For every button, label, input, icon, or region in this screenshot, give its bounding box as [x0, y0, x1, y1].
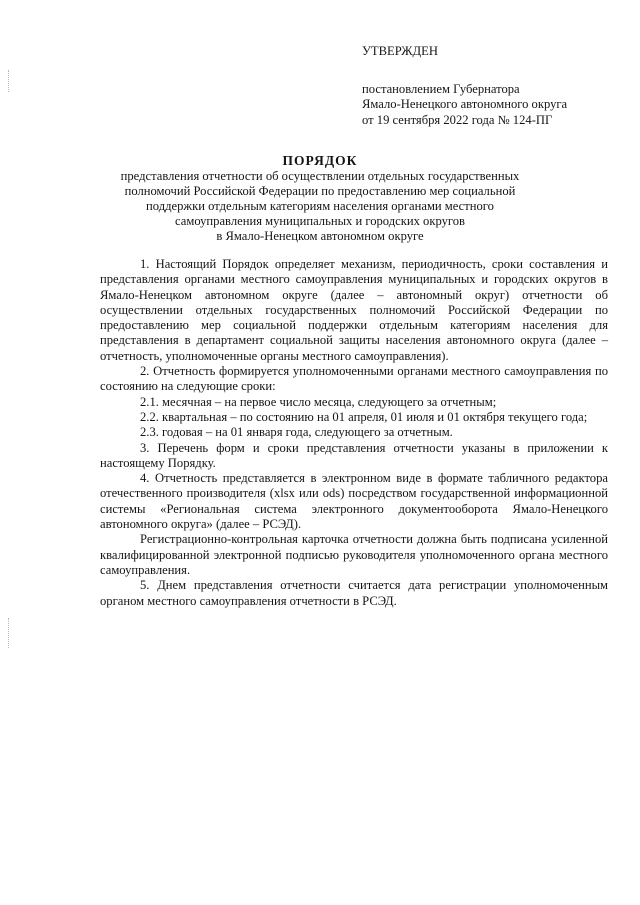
paragraph-3: 3. Перечень форм и сроки представления отчетности указаны в приложении к настоящему Порядку.: [100, 440, 608, 470]
document-body: [100, 257, 608, 609]
subtitle-line: самоуправления муниципальных и городских округов: [175, 214, 465, 228]
subtitle-line: в Ямало-Ненецком автономном округе: [216, 229, 424, 243]
paragraph-4: 4. Отчетность представляется в электронном виде в формате табличного редактора отечественного производителя (xlsx или ods) посредством государственной информационной системы «Региональная система электронного документооборота Ямало-Ненецкого автономного округа» (далее – РСЭД).: [100, 471, 608, 532]
paragraph-2-2: 2.2. квартальная – по состоянию на 01 апреля, 01 июля и 01 октября текущего года;: [140, 409, 588, 424]
paragraph-2-1: 2.1. месячная – на первое число месяца, следующего за отчетным;: [140, 394, 497, 409]
margin-scan-mark: [8, 70, 11, 92]
paragraph-2-3: 2.3. годовая – на 01 января года, следующего за отчетным.: [140, 425, 453, 440]
approval-line: Ямало-Ненецкого автономного округа: [362, 97, 568, 111]
subtitle-line: поддержки отдельным категориям населения органами местного: [146, 199, 494, 213]
paragraph-4-card: Регистрационно-контрольная карточка отчетности должна быть подписана усиленной квалифицированной электронной подписью руководителя уполномоченного органа местного самоуправления.: [100, 532, 608, 577]
margin-scan-mark: [8, 618, 11, 648]
approval-block: [362, 44, 622, 128]
paragraph-5: 5. Днем представления отчетности считается дата регистрации уполномоченным органом местного самоуправления отчетности в РСЭД.: [100, 578, 608, 608]
paragraph-1: 1. Настоящий Порядок определяет механизм, периодичность, сроки составления и представления органами местного самоуправления муниципальных и городских округов в Ямало-Ненецком автономном округе (далее – автономный округ) отчетности об осуществлении отдельных государственных полномочий Российской Федерации по предоставлению мер социальной поддержки отдельным категориям населения для представления в департамент социальной защиты населения автономного округа (далее – отчетность, уполномоченные органы местного самоуправления).: [100, 257, 608, 363]
paragraph-2: 2. Отчетность формируется уполномоченными органами местного самоуправления по состоянию на следующие сроки:: [100, 364, 608, 394]
document-subtitle: [80, 169, 560, 244]
approval-heading: УТВЕРЖДЕН: [362, 44, 438, 58]
subtitle-line: полномочий Российской Федерации по предоставлению мер социальной: [124, 184, 516, 198]
subtitle-line: представления отчетности об осуществлении отдельных государственных: [120, 169, 520, 183]
approval-line: постановлением Губернатора: [362, 81, 520, 96]
approval-line: от 19 сентября 2022 года № 124-ПГ: [362, 112, 553, 127]
document-title: ПОРЯДОК: [282, 153, 358, 168]
